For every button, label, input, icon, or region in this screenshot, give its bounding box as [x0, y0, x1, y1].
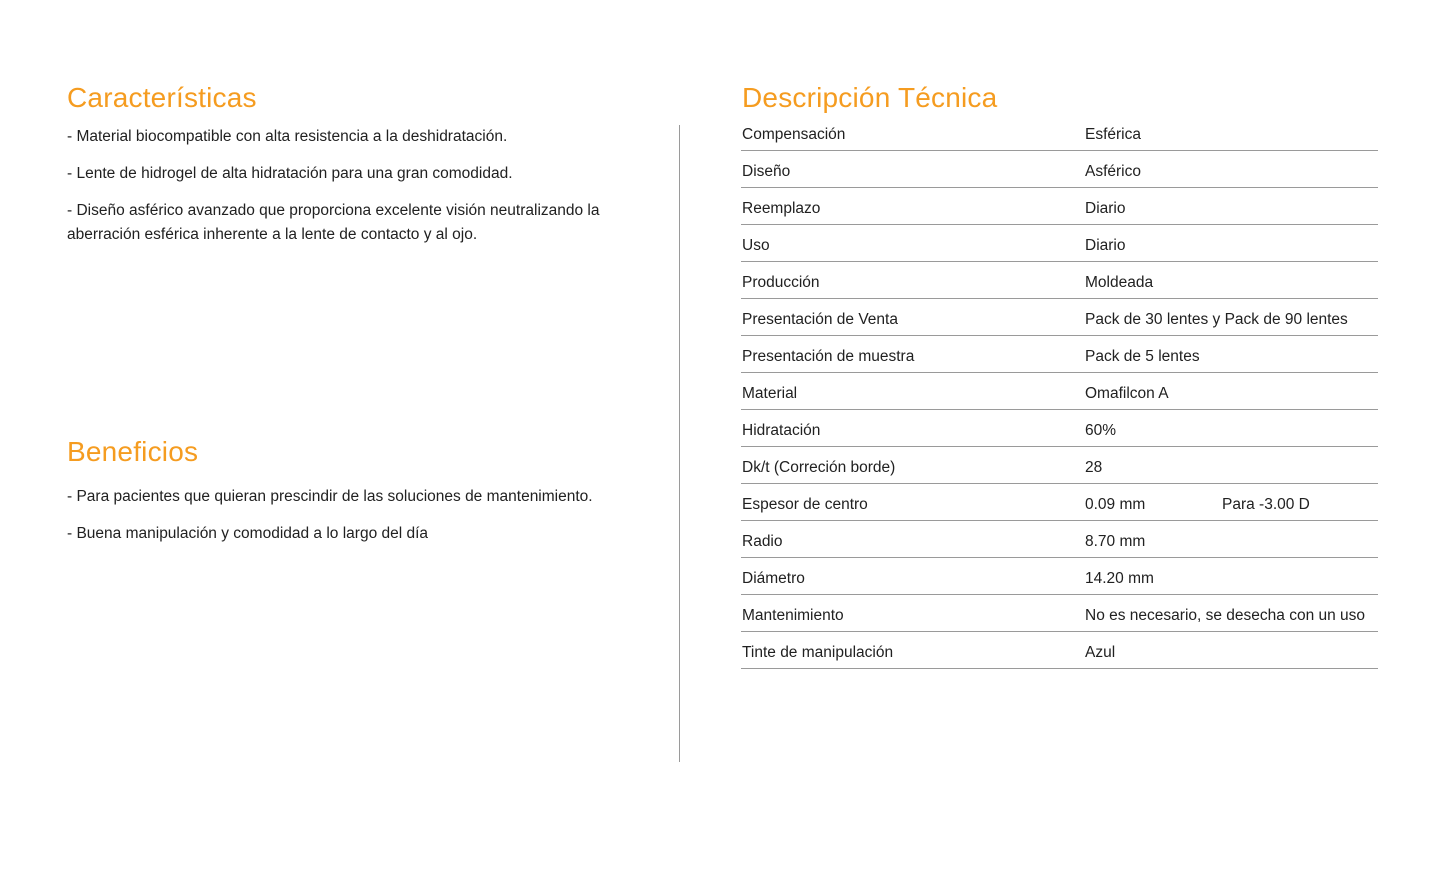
spec-row: [741, 114, 1378, 151]
spec-label: Radio: [742, 533, 783, 550]
spec-row: [741, 336, 1378, 373]
spec-label: Dk/t (Correción borde): [742, 459, 896, 476]
spec-row: [741, 151, 1378, 188]
caracteristicas-list: [67, 125, 642, 260]
spec-label: Material: [742, 385, 798, 402]
spec-value: Azul: [1085, 644, 1116, 661]
spec-value: Esférica: [1085, 126, 1141, 143]
spec-label: Mantenimiento: [742, 607, 844, 624]
beneficios-title: Beneficios: [67, 435, 199, 467]
spec-row: [741, 188, 1378, 225]
spec-value: 60%: [1085, 422, 1117, 439]
spec-row: [741, 521, 1378, 558]
spec-label: Producción: [742, 274, 820, 291]
spec-value: Diario: [1085, 237, 1126, 254]
spec-row: [741, 447, 1378, 484]
spec-value: Pack de 30 lentes y Pack de 90 lentes: [1085, 311, 1348, 328]
spec-value: 28: [1085, 459, 1103, 476]
spec-value: 14.20 mm: [1085, 570, 1154, 587]
spec-label: Diámetro: [742, 570, 805, 587]
spec-value: Omafilcon A: [1085, 385, 1169, 402]
spec-value: Moldeada: [1085, 274, 1154, 291]
descripcion-tecnica-title: Descripción Técnica: [742, 81, 998, 113]
beneficios-item: - Para pacientes que quieran prescindir de las soluciones de mantenimiento.: [67, 488, 593, 505]
spec-row: [741, 225, 1378, 262]
spec-row: [741, 373, 1378, 410]
vertical-divider: [679, 125, 680, 762]
beneficios-item: - Buena manipulación y comodidad a lo largo del día: [67, 525, 429, 542]
spec-label: Presentación de Venta: [742, 311, 898, 328]
caracteristicas-item: - Diseño asférico avanzado que proporciona excelente visión neutralizando la aberración esférica inherente a la lente de contacto y al ojo.: [67, 202, 600, 243]
caracteristicas-item: - Lente de hidrogel de alta hidratación para una gran comodidad.: [67, 165, 513, 182]
spec-label: Compensación: [742, 126, 846, 143]
spec-row: [741, 595, 1378, 632]
spec-row: [741, 632, 1378, 669]
spec-label: Uso: [742, 237, 770, 254]
spec-label: Hidratación: [742, 422, 821, 439]
spec-value: 0.09 mm: [1085, 496, 1146, 513]
spec-label: Presentación de muestra: [742, 348, 915, 365]
beneficios-list: [67, 485, 642, 559]
spec-row: [741, 410, 1378, 447]
spec-label: Diseño: [742, 163, 791, 180]
spec-value: Pack de 5 lentes: [1085, 348, 1200, 365]
caracteristicas-title: Características: [67, 81, 257, 113]
spec-value: 8.70 mm: [1085, 533, 1146, 550]
spec-value: Asférico: [1085, 163, 1141, 180]
spec-row: [741, 558, 1378, 595]
spec-row: [741, 262, 1378, 299]
spec-row: [741, 484, 1378, 521]
spec-value: Diario: [1085, 200, 1126, 217]
spec-label: Tinte de manipulación: [742, 644, 894, 661]
spec-label: Reemplazo: [742, 200, 821, 217]
spec-label: Espesor de centro: [742, 496, 868, 513]
spec-extra: Para -3.00 D: [1222, 496, 1310, 513]
spec-table: [741, 114, 1378, 669]
spec-value: No es necesario, se desecha con un uso: [1085, 607, 1366, 624]
caracteristicas-item: - Material biocompatible con alta resistencia a la deshidratación.: [67, 128, 508, 145]
spec-row: [741, 299, 1378, 336]
